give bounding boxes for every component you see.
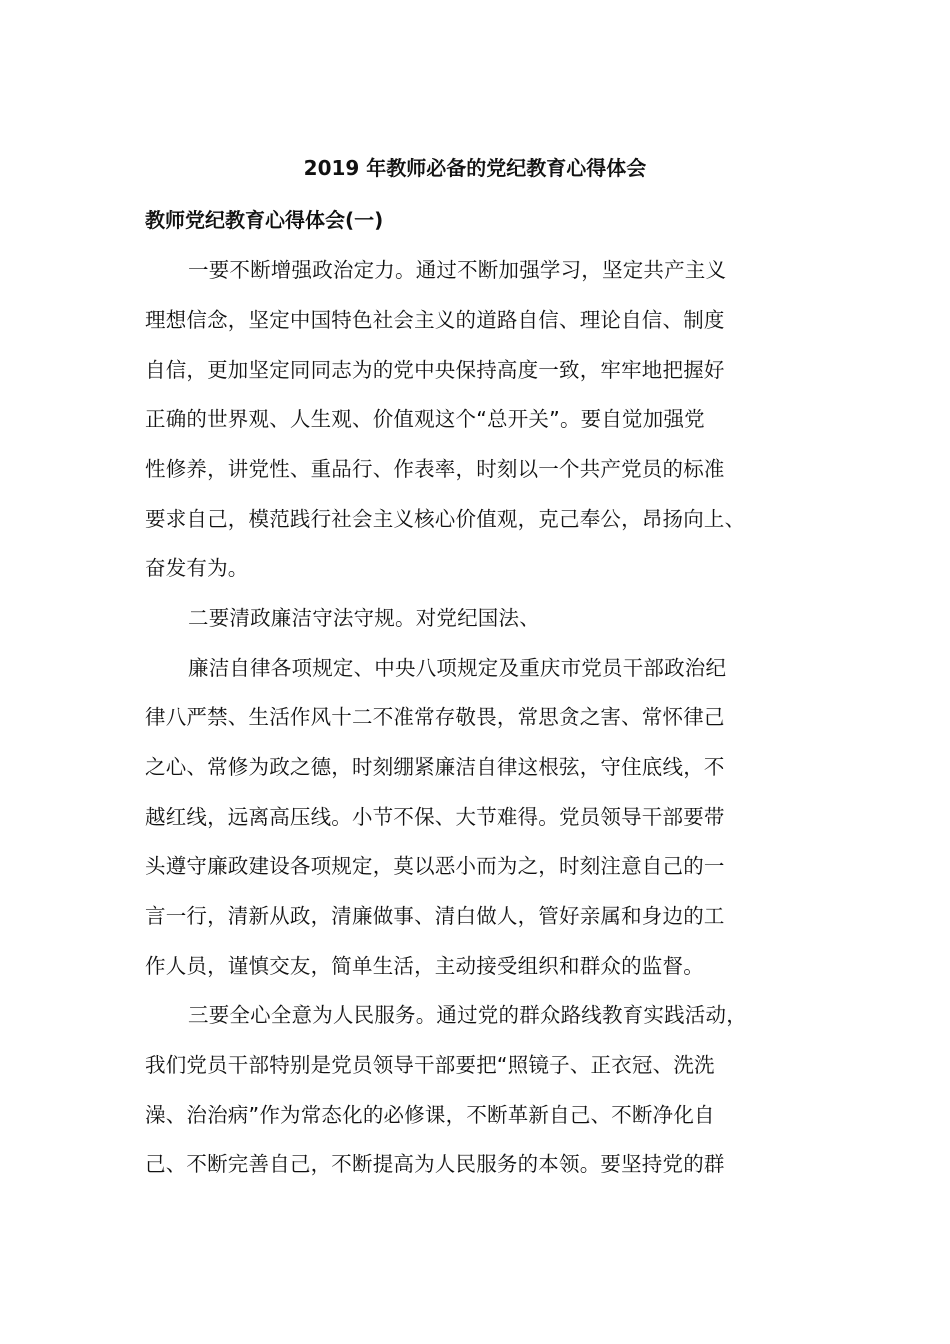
paragraph-line: 奋发有为。 [145,556,249,580]
paragraph-line: 澡、治治病”作为常态化的必修课，不断革新自己、不断净化自 [145,1103,715,1127]
paragraph-line: 性修养，讲党性、重品行、作表率，时刻以一个共产党员的标准 [145,457,725,481]
document-title: 2019 年教师必备的党纪教育心得体会 [303,156,647,180]
section-heading: 教师党纪教育心得体会(一) [145,208,384,232]
paragraph-line: 自信，更加坚定同同志为的党中央保持高度一致，牢牢地把握好 [145,358,725,382]
paragraph-line: 正确的世界观、人生观、价值观这个“总开关”。要自觉加强党 [145,407,705,431]
paragraph-line: 理想信念，坚定中国特色社会主义的道路自信、理论自信、制度 [145,308,725,332]
paragraph-line: 要求自己，模范践行社会主义核心价值观，克己奉公，昂扬向上、 [145,507,746,531]
paragraph-line: 越红线，远离高压线。小节不保、大节难得。党员领导干部要带 [145,805,725,829]
paragraph-line: 作人员，谨慎交友，简单生活，主动接受组织和群众的监督。 [145,954,704,978]
paragraph-line: 己、不断完善自己，不断提高为人民服务的本领。要坚持党的群 [145,1152,725,1176]
paragraph-line: 律八严禁、生活作风十二不准常存敬畏，常思贪之害、常怀律己 [145,705,725,729]
paragraph-line: 头遵守廉政建设各项规定，莫以恶小而为之，时刻注意自己的一 [145,854,725,878]
paragraph-line: 廉洁自律各项规定、中央八项规定及重庆市党员干部政治纪 [188,656,727,680]
paragraph-line: 一要不断增强政治定力。通过不断加强学习，坚定共产主义 [188,258,727,282]
paragraph-line: 我们党员干部特别是党员领导干部要把“照镜子、正衣冠、洗洗 [145,1053,715,1077]
paragraph-line: 三要全心全意为人民服务。通过党的群众路线教育实践活动， [188,1003,747,1027]
paragraph-line: 之心、常修为政之德，时刻绷紧廉洁自律这根弦，守住底线，不 [145,755,725,779]
paragraph-line: 言一行，清新从政，清廉做事、清白做人，管好亲属和身边的工 [145,904,725,928]
paragraph-line: 二要清政廉洁守法守规。对党纪国法、 [188,606,540,630]
